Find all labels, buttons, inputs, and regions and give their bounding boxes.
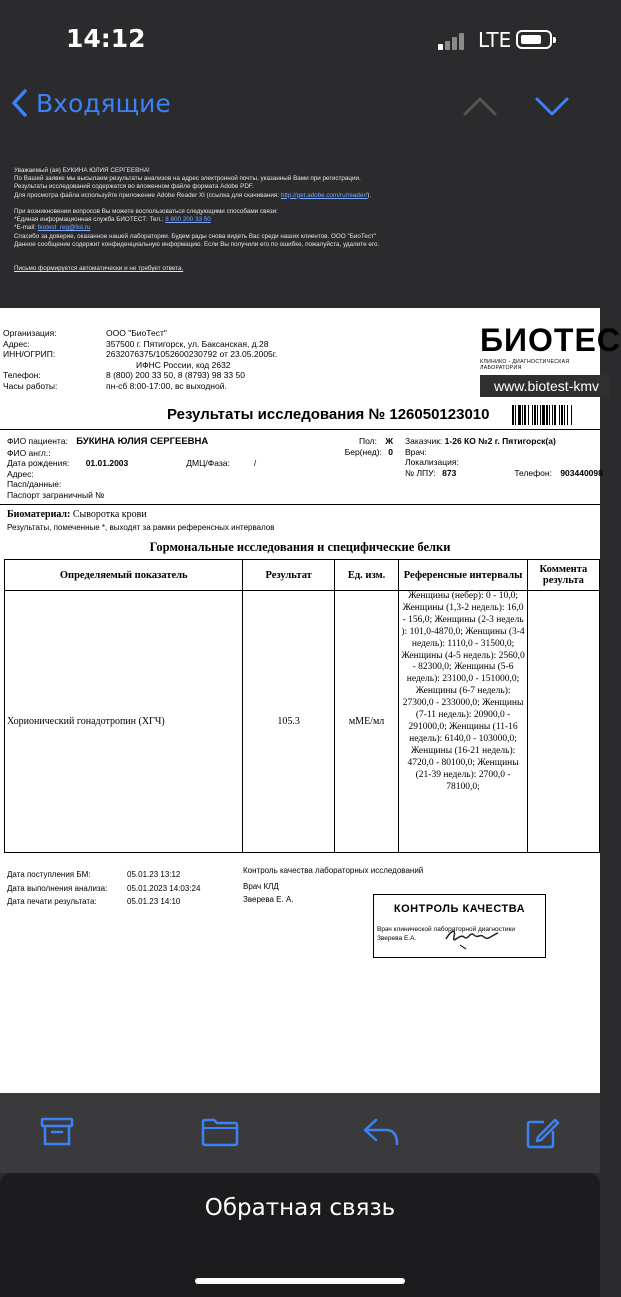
dob-label: Дата рождения: <box>7 458 70 468</box>
signal-icon <box>438 32 472 50</box>
test-unit: мМЕ/мл <box>334 591 399 853</box>
test-name: Хорионический гонадотропин (ХГЧ) <box>5 591 243 853</box>
logo-website: www.biotest-kmv <box>480 375 610 397</box>
biomaterial <box>7 510 147 521</box>
pdf-attachment-preview[interactable] <box>0 308 621 1093</box>
phone-label: Телефон: <box>514 467 552 478</box>
org-value: 357500 г. Пятигорск, ул. Баксанская, д.28 <box>106 338 269 349</box>
doctor-label: Врач: <box>405 446 427 457</box>
col-header: Референсные интервалы <box>399 560 528 591</box>
battery-icon <box>516 30 552 49</box>
logo-name: БИОТЕС <box>480 322 621 358</box>
divider <box>0 429 600 430</box>
stamp-line: Врач клинической лабораторной диагностики <box>377 926 515 933</box>
adobe-link[interactable]: http://get.adobe.com/ru/reader/ <box>280 191 368 199</box>
network-type: LTE <box>478 28 512 52</box>
divider <box>0 504 600 505</box>
col-header: Определяемый показатель <box>5 560 243 591</box>
sex-value: Ж <box>385 436 393 446</box>
logo-subtitle: КЛИНИКО - ДИАГНОСТИЧЕСКАЯ ЛАБОРАТОРИЯ <box>480 359 570 371</box>
previous-message-icon[interactable] <box>462 94 498 118</box>
doctor-name: Зверева Е. А. <box>243 895 294 904</box>
doctor-role: Врач КЛД <box>243 881 279 891</box>
biomaterial-label: Биоматериал: <box>7 509 71 520</box>
table-header-row <box>5 560 600 591</box>
org-key: Часы работы: <box>3 380 58 391</box>
status-time: 14:12 <box>66 24 146 53</box>
support-email-link[interactable]: biotest_reg@list.ru <box>37 224 91 232</box>
email-body-text <box>0 136 600 308</box>
feedback-sheet <box>0 1173 600 1297</box>
status-bar <box>0 0 600 80</box>
done-label: Дата выполнения анализа: <box>7 883 108 893</box>
next-message-icon[interactable] <box>534 94 570 118</box>
feedback-button[interactable]: Обратная связь <box>204 1195 396 1221</box>
section-title: Гормональные исследования и специфические белки <box>149 540 451 554</box>
org-value: ООО "БиоТест" <box>106 328 167 338</box>
email-line: *E-mail: biotest_reg@list.ru <box>14 224 91 232</box>
org-value: 8 (800) 200 33 50, 8 (8793) 98 33 50 <box>106 370 245 380</box>
dob-value: 01.01.2003 <box>85 458 129 468</box>
fio-label: ФИО пациента: <box>7 436 68 446</box>
body-line: Результаты исследований содержатся во вложенном файле формата Adobe PDF. <box>14 183 254 191</box>
hotline-phone-link[interactable]: 8 800 200 33 50 <box>165 216 211 224</box>
org-key: ИНН/ОГРИП: <box>3 349 56 359</box>
confidential-line: Данное сообщение содержит конфиденциальную информацию. Если Вы получили его по ошибке, пожалуйста, удалите его. <box>14 240 380 248</box>
address-label: Адрес: <box>7 468 34 479</box>
col-header: Ед. изм. <box>334 560 399 591</box>
patient-name: БУКИНА ЮЛИЯ СЕРГЕЕВНА <box>76 436 209 447</box>
org-info <box>3 328 306 391</box>
passport-label: Пасп/данные: <box>7 479 62 489</box>
org-key: Телефон: <box>3 370 41 380</box>
patient-info <box>7 436 256 500</box>
received-value: 05.01.23 13:12 <box>127 870 181 879</box>
mail-toolbar <box>0 1093 600 1173</box>
mail-nav-bar <box>0 80 600 136</box>
contact-block <box>14 208 574 249</box>
move-to-folder-icon[interactable] <box>201 1117 239 1147</box>
lpu-value: 873 <box>442 467 457 478</box>
compose-icon[interactable] <box>526 1117 560 1149</box>
hotline-line: *Единая информационная служба БИОТЕСТ: Тел.: 8 800 200 33 50 <box>14 216 211 224</box>
reference-range: Женщины (небер): 0 - 10,0; Женщины (1,3-2 недель): 16,0 - 156,0; Женщины (2-3 недель ): 101,0-4870,0; Женщины (3-4 недель): 1110,0 - 31500,0; Женщины (4-5 недель): 2560,0 - 82300,0; Женщины (5-6 недель): 23100,0 - 151000,0; Женщины (6-7 недель): 27300,0 - 233000,0; Женщины (7-11 недель): 20900,0 - 291000,0; Женщины (11-16 недель): 6140,0 - 103000,0; Женщины (16-21 недель): 4720,0 - 80100,0; Женщины (21-39 недель): 2700,0 - 78100,0; <box>399 591 528 853</box>
phone-value: 903440098 <box>560 467 603 478</box>
org-key: Адрес: <box>3 338 30 349</box>
quality-control-stamp <box>373 894 546 958</box>
test-comment <box>527 591 599 853</box>
greeting-line: Уважаемый (ая) БУКИНА ЮЛИЯ СЕРГЕЕВНА! <box>14 167 150 174</box>
customer-label: Заказчик: <box>405 436 443 446</box>
sex-preg-info <box>343 436 393 457</box>
thanks-line: Спасибо за доверие, оказанное нашей лаборатории. Будем рады снова видеть Вас среди наших клиентов. ООО "БиоТест" <box>14 232 377 240</box>
biotest-logo <box>480 322 621 397</box>
col-header: Результат <box>243 560 334 591</box>
results-table <box>4 559 600 853</box>
done-value: 05.01.2023 14:03:24 <box>127 883 201 893</box>
report-title: Результаты исследования № 126050123010 <box>167 406 490 423</box>
customer-info <box>405 436 605 478</box>
body-line: По Вашей заявке мы высылаем результаты анализов на адрес электронной почты, указанный Вами при регистрации. <box>14 175 361 183</box>
home-indicator[interactable] <box>195 1278 405 1284</box>
org-value: пн-сб 8:00-17:00, вс выходной. <box>106 380 227 391</box>
org-key: Организация: <box>3 328 57 338</box>
contact-intro: При возникновении вопросов Вы можете воспользоваться следующими способами связи: <box>14 208 278 215</box>
stamp-line: Зверева Е.А. <box>377 935 417 942</box>
qc-label: Контроль качества лабораторных исследований <box>243 866 424 875</box>
localization-label: Локализация: <box>405 457 459 467</box>
foreign-passport-label: Паспорт заграничный № <box>7 489 105 500</box>
table-row <box>5 591 600 853</box>
org-value: 2632076375/1052600230792 от 23.05.2005г. <box>106 349 278 359</box>
barcode <box>512 405 602 425</box>
lpu-label: № ЛПУ: <box>405 467 436 478</box>
chevron-left-icon <box>10 88 28 118</box>
fio-en-label: ФИО англ.: <box>7 447 51 458</box>
customer-value: 1-26 КО №2 г. Пятигорск(а) <box>444 436 556 446</box>
org-key <box>3 360 106 371</box>
received-label: Дата поступления БМ: <box>7 870 91 879</box>
reply-icon[interactable] <box>362 1117 400 1147</box>
archive-icon[interactable] <box>40 1117 74 1147</box>
biomaterial-value: Сыворотка крови <box>72 509 147 520</box>
sex-label: Пол: <box>358 436 377 446</box>
org-value: ИФНС России, код 2632 <box>136 359 231 370</box>
back-to-inbox-button[interactable] <box>10 88 171 118</box>
dmc-label: ДМЦ/Фаза: <box>186 458 230 468</box>
greeting-block <box>14 167 574 200</box>
stamp-title: КОНТРОЛЬ КАЧЕСТВА <box>393 903 526 915</box>
back-label: Входящие <box>36 88 171 118</box>
out-of-range-note: Результаты, помеченные *, выходят за рамки референсных интервалов <box>7 523 275 532</box>
signature-icon <box>442 925 502 951</box>
dates-block <box>7 868 200 909</box>
preg-value: 0 <box>388 446 393 457</box>
printed-value: 05.01.23 14:10 <box>127 897 181 906</box>
printed-label: Дата печати результата: <box>7 897 97 906</box>
dmc-value: / <box>253 458 257 468</box>
auto-notice: Письмо формируется автоматически и не требует ответа. <box>14 265 184 272</box>
body-line: Для просмотра файла используйте приложение Adobe Reader XI (ссылка для скачивания: http://get.adobe.com/ru/reader/). <box>14 191 372 199</box>
preg-label: Бер(нед): <box>344 446 382 457</box>
test-result: 105.3 <box>243 591 334 853</box>
col-header: Коммента результа <box>527 560 599 591</box>
